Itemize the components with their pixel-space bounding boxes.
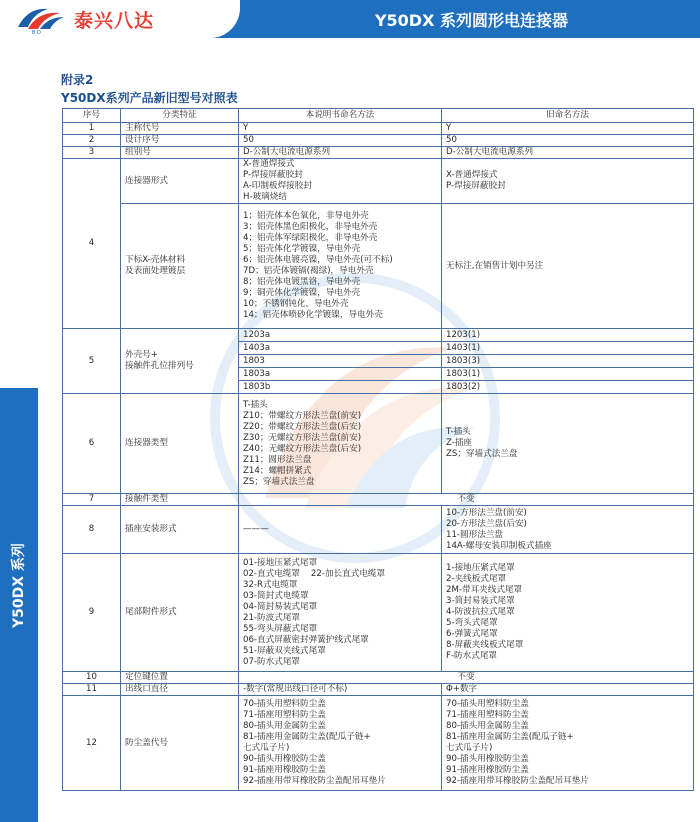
text-line: 3；铝壳体黑色阳极化，非导电外壳 — [243, 222, 378, 232]
text-line: 21-防波式尾罩 — [243, 612, 301, 623]
category-cell: 连接器形式 — [121, 159, 239, 204]
text-line: 91-插座用橡胶防尘盖 — [243, 765, 326, 775]
text-line: Z20；带螺纹方形法兰盘(后安) — [243, 421, 362, 432]
text-line: 7D；铝壳体镀镉(褐绿)，导电外壳 — [243, 266, 374, 276]
category-cell: 防尘盖代号 — [121, 696, 239, 791]
text-line: 01-接地压紧式尾罩 — [243, 557, 318, 568]
column-header: 序号 — [63, 109, 121, 123]
text-line: 11-圆形法兰盘 — [446, 529, 504, 540]
category-cell: 连接器类型 — [121, 394, 239, 494]
table-row — [63, 506, 694, 554]
text-line: T-插头 — [243, 399, 268, 410]
new-naming-cell: 1803a — [239, 368, 442, 381]
table-header-row — [63, 109, 694, 123]
text-line: Z-插座 — [446, 438, 473, 448]
text-line: 70-插头用塑料防尘盖 — [446, 699, 529, 709]
new-naming-cell — [239, 696, 442, 791]
new-naming-cell: 1403a — [239, 342, 442, 355]
text-line: ZS；穿墙式法兰盘 — [446, 449, 518, 459]
text-line: F-防水式尾罩 — [446, 651, 498, 661]
text-line: 14A-螺母安装印制板式插座 — [446, 540, 552, 551]
text-line: 8-屏蔽夹线板式尾罩 — [446, 640, 524, 650]
row-number: 5 — [63, 329, 121, 394]
table-title: Y50DX系列产品新旧型号对照表 — [61, 91, 238, 105]
text-line: Z30；无螺纹方形法兰盘(前安) — [243, 432, 362, 443]
text-line: Z11；圆形法兰盘 — [243, 454, 312, 465]
text-line: 55-弯头屏蔽式尾罩 — [243, 623, 318, 634]
text-line: Z40；无螺纹方形法兰盘(后安) — [243, 443, 362, 454]
text-line: 七式瓜子片) — [446, 743, 493, 753]
text-line: 七式瓜子片) — [243, 743, 290, 753]
merged-cell: 不变 — [239, 672, 694, 684]
text-line: Z10；带螺纹方形法兰盘(前安) — [243, 410, 362, 421]
new-naming-cell — [239, 159, 442, 204]
text-line: 81-插座用金属防尘盖(配瓜子链+ — [446, 732, 574, 742]
category-cell: 接触件类型 — [121, 494, 239, 506]
new-naming-cell: ——— — [239, 506, 442, 554]
text-line: 80-插头用金属防尘盖 — [243, 721, 326, 731]
text-line: T-插头 — [446, 427, 471, 437]
text-line: 80-插头用金属防尘盖 — [446, 721, 529, 731]
table-row — [63, 123, 694, 135]
text-line: 03-简封式电缆罩 — [243, 590, 309, 601]
text-line: 1；铝壳体本色氧化，非导电外壳 — [243, 211, 369, 221]
old-naming-cell: Y — [442, 123, 694, 135]
text-line: X-普通焊接式 — [243, 159, 295, 169]
text-line: 2M-带耳夹线式尾罩 — [446, 585, 523, 595]
text-line: P-焊接屏蔽胶封 — [446, 181, 506, 191]
category-cell: 设计序号 — [121, 135, 239, 147]
old-naming-cell: 1803(1) — [442, 368, 694, 381]
side-label: Y50DX 系列 — [11, 543, 27, 628]
new-naming-cell: 1203a — [239, 329, 442, 342]
text-line: 4；铝壳体军绿阳极化，非导电外壳 — [243, 233, 378, 243]
row-number: 9 — [63, 554, 121, 672]
text-line: 90-插头用橡胶防尘盖 — [243, 754, 326, 764]
text-line: H-玻璃烧结 — [243, 192, 287, 202]
text-line: 51-屏蔽双夹线式尾罩 — [243, 645, 326, 656]
text-line: 90-插头用橡胶防尘盖 — [446, 754, 529, 764]
text-line: 下标X-壳体材料 — [125, 255, 186, 265]
company-name: 泰兴八达 — [74, 10, 155, 32]
text-line: 6；铝壳体电镀亮镍，导电外壳(可不标) — [243, 255, 393, 265]
text-line: 5-弯头式尾罩 — [446, 618, 498, 628]
text-line: ZS；穿墙式法兰盘 — [243, 476, 315, 487]
text-line: 10；不锈钢钝化，导电外壳 — [243, 299, 349, 309]
text-line: 14；铝壳体喷砂化学镀镍，导电外壳 — [243, 310, 383, 320]
row-number: 12 — [63, 696, 121, 791]
row-number: 4 — [63, 159, 121, 329]
row-number: 11 — [63, 684, 121, 696]
text-line: 70-插头用塑料防尘盖 — [243, 699, 326, 709]
merged-cell: 不变 — [239, 494, 694, 506]
old-naming-cell: 1403(1) — [442, 342, 694, 355]
table-row — [63, 329, 694, 342]
category-cell: 定位键位置 — [121, 672, 239, 684]
text-line: P-焊接屏蔽胶封 — [243, 170, 303, 180]
table-row — [63, 696, 694, 791]
new-naming-cell: 1803 — [239, 355, 442, 368]
text-line: 2-夹线板式尾罩 — [446, 574, 507, 584]
old-naming-cell: 1803(2) — [442, 381, 694, 394]
text-line: 6-弹簧式尾罩 — [446, 629, 498, 639]
category-cell: 尾部附件形式 — [121, 554, 239, 672]
old-naming-cell — [442, 696, 694, 791]
table-row — [63, 135, 694, 147]
table-row — [63, 494, 694, 506]
text-line: 02-直式电缆罩 22-加长直式电缆罩 — [243, 568, 386, 579]
text-line: 5；铝壳体化学镀镍，导电外壳 — [243, 244, 361, 254]
table-row — [63, 159, 694, 204]
new-naming-cell — [239, 394, 442, 494]
text-line: X-普通焊接式 — [446, 170, 498, 180]
row-number: 6 — [63, 394, 121, 494]
appendix-label: 附录2 — [61, 73, 94, 87]
text-line: 20-方形法兰盘(后安) — [446, 518, 527, 529]
old-naming-cell — [442, 554, 694, 672]
logo-caption: B D — [32, 30, 41, 35]
table-row — [63, 204, 694, 329]
category-cell — [121, 329, 239, 394]
text-line: 32-R式电缆罩 — [243, 579, 298, 590]
old-naming-cell: Φ+数字 — [442, 684, 694, 696]
text-line: 外壳号+ — [125, 350, 158, 360]
new-naming-cell: 1803b — [239, 381, 442, 394]
text-line: 9；铜壳体化学镀镍，导电外壳 — [243, 288, 361, 298]
text-line: 3-简封易装式尾罩 — [446, 596, 515, 606]
text-line: Z14；螺帽拼紧式 — [243, 465, 312, 476]
category-cell: 组别号 — [121, 147, 239, 159]
old-naming-cell: 1803(3) — [442, 355, 694, 368]
column-header: 分类特征 — [121, 109, 239, 123]
text-line: 06-直式屏蔽密封弹簧护线式尾罩 — [243, 634, 369, 645]
text-line: 71-插座用塑料防尘盖 — [446, 710, 529, 720]
page-header — [0, 0, 700, 38]
new-naming-cell: 50 — [239, 135, 442, 147]
category-cell — [121, 204, 239, 329]
column-header: 旧命名方法 — [442, 109, 694, 123]
table-row — [63, 554, 694, 672]
table-row — [63, 394, 694, 494]
row-number: 3 — [63, 147, 121, 159]
row-number: 2 — [63, 135, 121, 147]
table-row — [63, 147, 694, 159]
table-row — [63, 684, 694, 696]
row-number: 1 — [63, 123, 121, 135]
old-naming-cell — [442, 394, 694, 494]
category-cell: 主称代号 — [121, 123, 239, 135]
text-line: 92-插座用带耳橡胶防尘盖配吊耳垫片 — [446, 776, 589, 786]
text-line: 接触件孔位排列号 — [125, 361, 194, 371]
row-number: 10 — [63, 672, 121, 684]
company-logo-icon — [14, 3, 68, 35]
text-line: 81-插座用金属防尘盖(配瓜子链+ — [243, 732, 371, 742]
text-line: 92-插座用带耳橡胶防尘盖配吊耳垫片 — [243, 776, 386, 786]
old-naming-cell: D-公制大电流电源系列 — [442, 147, 694, 159]
row-number: 7 — [63, 494, 121, 506]
text-line: 71-插座用塑料防尘盖 — [243, 710, 326, 720]
text-line: 10-方形法兰盘(前安) — [446, 507, 527, 518]
old-naming-cell: 无标注,在销售计划中另注 — [442, 204, 694, 329]
text-line: 07-防水式尾罩 — [243, 656, 301, 667]
text-line: 04-简封易装式尾罩 — [243, 601, 318, 612]
new-naming-cell: D-公制大电流电源系列 — [239, 147, 442, 159]
text-line: 1-接地压紧式尾罩 — [446, 563, 515, 573]
new-naming-cell — [239, 204, 442, 329]
old-naming-cell — [442, 159, 694, 204]
text-line: 91-插座用橡胶防尘盖 — [446, 765, 529, 775]
new-naming-cell: -数字(常规出线口径可不标) — [239, 684, 442, 696]
old-naming-cell: 50 — [442, 135, 694, 147]
text-line: 4-防波抗拉式尾罩 — [446, 607, 515, 617]
category-cell: 插座安装形式 — [121, 506, 239, 554]
text-line: A-印制板焊接胶封 — [243, 181, 312, 191]
old-naming-cell: 1203(1) — [442, 329, 694, 342]
text-line: 8；铝壳体电镀黑铬，导电外壳 — [243, 277, 361, 287]
row-number: 8 — [63, 506, 121, 554]
column-header: 本说明书命名方法 — [239, 109, 442, 123]
category-cell: 出线口直径 — [121, 684, 239, 696]
table-row — [63, 672, 694, 684]
new-naming-cell: Y — [239, 123, 442, 135]
header-title: Y50DX 系列圆形电连接器 — [374, 11, 568, 30]
new-naming-cell — [239, 554, 442, 672]
logo-area — [0, 0, 240, 38]
text-line: 及表面处理镀层 — [125, 266, 186, 276]
old-naming-cell — [442, 506, 694, 554]
model-comparison-table — [62, 108, 694, 791]
